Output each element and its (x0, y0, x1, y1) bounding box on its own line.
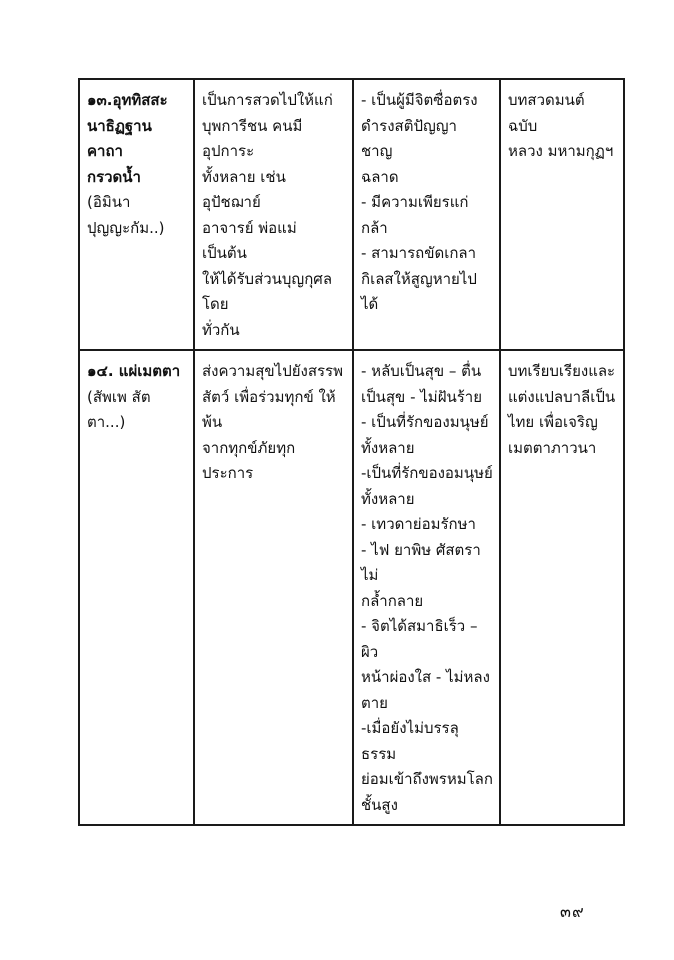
benefit-cell (353, 350, 500, 825)
benefit-line: ตาย (361, 693, 388, 712)
benefit-line: - สามารถขัดเกลา (361, 244, 477, 262)
chant-title-line: นาธิฏฐานคาถา (87, 116, 152, 160)
benefit-line: - ไฟ ยาพิษ ศัสตรา ไม่ (361, 540, 481, 584)
description-line: ทั่วกัน (202, 320, 240, 339)
source-line: หลวง มหามกุฏฯ (508, 142, 614, 160)
description-cell (194, 79, 353, 350)
benefit-line: ทั้งหลาย (361, 438, 415, 457)
chant-title-line: กรวดน้ำ (87, 167, 141, 186)
chant-subtitle-line: ปุญญะกัม..) (87, 218, 165, 237)
source-line: แต่งแปลบาลีเป็น (508, 387, 616, 406)
benefit-line: ชั้นสูง (361, 795, 398, 814)
description-line: ทั้งหลาย เช่น อุปัชฌาย์ (202, 167, 286, 211)
benefit-line: - จิตได้สมาธิเร็ว – ผิว (361, 617, 478, 661)
source-line: บทเรียบเรียงและ (508, 362, 616, 380)
benefit-line: กล้ำกลาย (361, 591, 424, 610)
description-line: สัตว์ เพื่อร่วมทุกข์ ให้พ้น (202, 387, 336, 431)
source-cell (500, 350, 624, 825)
benefit-cell (353, 79, 500, 350)
chant-subtitle-line: (สัพเพ สัตตา...) (87, 387, 151, 431)
chant-title-line: ๑๓.อุททิสสะ (87, 91, 168, 109)
description-cell (194, 350, 353, 825)
benefit-line: ดำรงสติปัญญา ชาญ (361, 116, 457, 160)
description-line: จากทุกข์ภัยทุกประการ (202, 438, 296, 482)
benefit-line: -เป็นที่รักของอมนุษย์ (361, 464, 493, 482)
description-line: อาจารย์ พ่อแม่ เป็นต้น (202, 218, 297, 262)
table-row (79, 79, 624, 350)
chant-title-cell (79, 350, 194, 825)
source-line: เมตตาภาวนา (508, 438, 597, 457)
benefit-line: - เทวดาย่อมรักษา (361, 515, 476, 533)
table-row (79, 350, 624, 825)
benefit-line: - เป็นผู้มีจิตซื่อตรง (361, 91, 478, 109)
description-line: ให้ได้รับส่วนบุญกุศลโดย (202, 269, 333, 313)
source-cell (500, 79, 624, 350)
chant-table (78, 78, 625, 826)
benefit-line: - หลับเป็นสุข – ตื่น (361, 362, 482, 380)
benefit-line: หน้าผ่องใส - ไม่หลง (361, 668, 490, 686)
benefit-line: -เมื่อยังไม่บรรลุ ธรรม (361, 719, 459, 763)
benefit-line: ย่อมเข้าถึงพรหมโลก (361, 770, 493, 788)
benefit-line: กิเลสให้สูญหายไปได้ (361, 269, 477, 313)
description-line: เป็นการสวดไปให้แก่ (202, 91, 333, 109)
benefit-line: ทั้งหลาย (361, 489, 415, 508)
chant-subtitle-line: (อิมินา (87, 193, 131, 211)
benefit-line: - เป็นที่รักของมนุษย์ (361, 413, 489, 431)
source-line: ไทย เพื่อเจริญ (508, 413, 598, 431)
description-line: ส่งความสุขไปยังสรรพ (202, 362, 343, 380)
benefit-line: - มีความเพียรแก่กล้า (361, 193, 469, 237)
chant-title-line: ๑๔. แผ่เมตตา (87, 362, 181, 380)
benefit-line: ฉลาด (361, 167, 399, 186)
chant-title-cell (79, 79, 194, 350)
source-line: บทสวดมนต์ ฉบับ (508, 91, 585, 135)
page-number: ๓๙ (560, 902, 585, 921)
benefit-line: เป็นสุข - ไม่ฝันร้าย (361, 387, 483, 406)
description-line: บุพการีชน คนมีอุปการะ (202, 116, 303, 160)
